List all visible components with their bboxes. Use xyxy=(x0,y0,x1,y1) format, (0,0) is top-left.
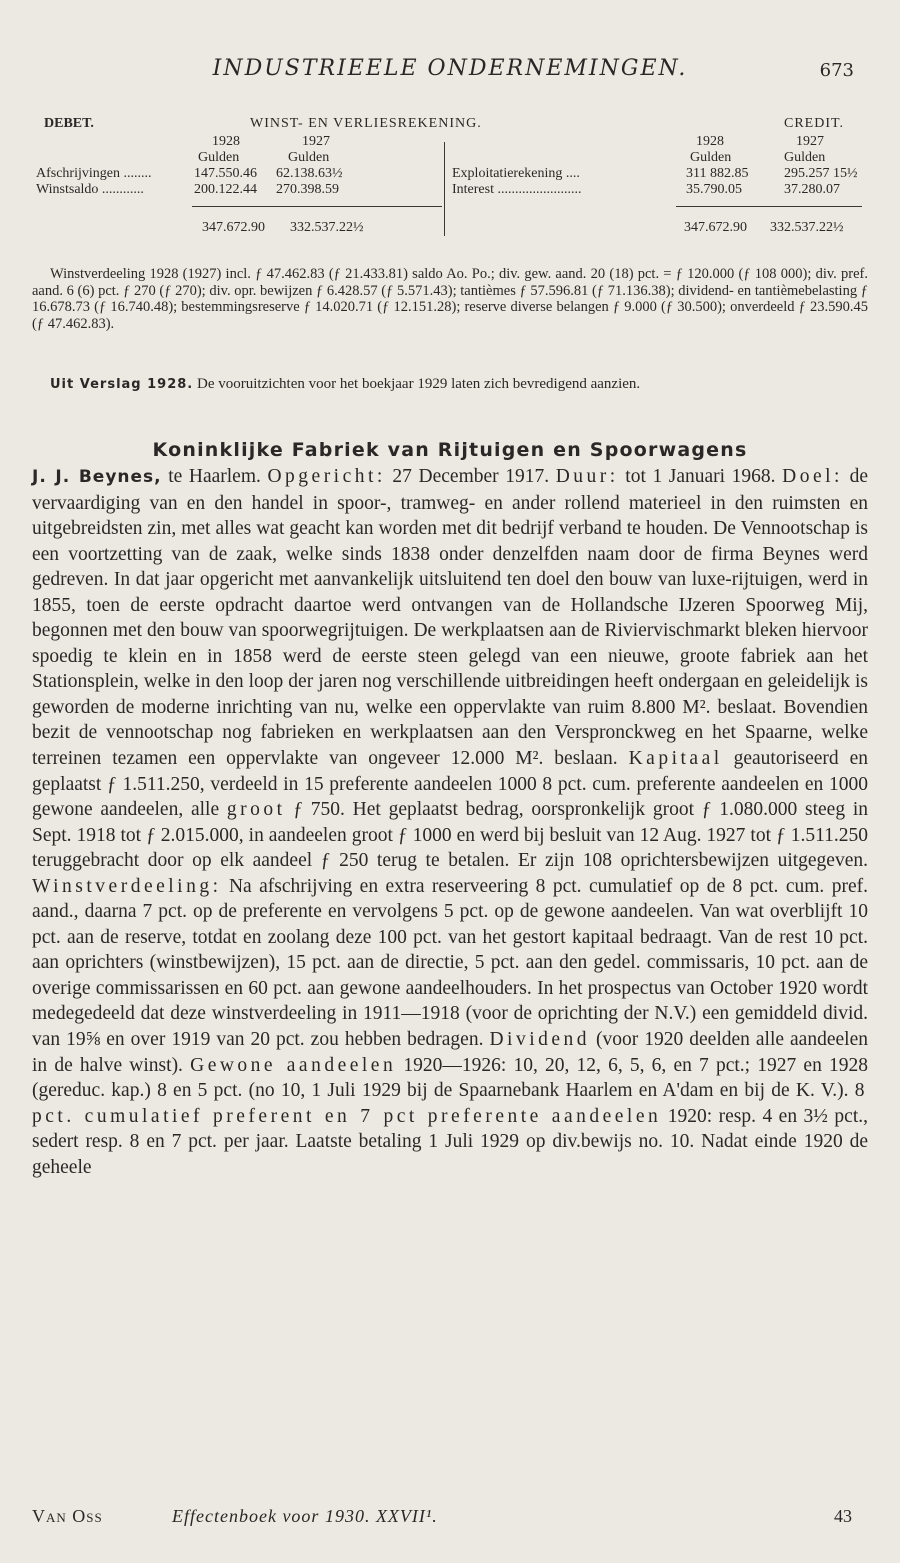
text-run: Na afschrijving en extra reserveering 8 pct. cumulatief op de 8 pct. cum. pref. aand., daarna 7 pct. op de preferente en vervolgens 5 pct. op de gewone aandeelen. Van wat overblijft 10 pct. aan de reserve, totdat en zoolang deze 100 pct. van het gestort kapitaal bedraagt. Van de rest 10 pct. aan oprichters (winstbewijzen), 15 pct. aan de directie, 5 pct. aan den gedel. commissaris, 10 pct. aan de overige commissarissen en 60 pct. aan gewone aandeelhouders. In het prospectus van October 1920 wordt medegedeeld dat deze winstverdeeling in 1911—1918 (voor de oprichting der N.V.) een gemiddeld divid. van 19⅝ en over 1919 van 20 pct. zou hebben bedragen. xyxy=(32,875,868,1051)
company-description xyxy=(32,464,868,1180)
keyword-winstverdeeling: Winstverdeeling: xyxy=(32,875,222,897)
running-title: INDUSTRIEELE ONDERNEMINGEN. xyxy=(212,56,688,81)
debit-value-1928: 147.550.46 xyxy=(194,166,257,181)
credit-item-label: Interest ........................ xyxy=(452,182,582,197)
total-rule xyxy=(676,206,862,207)
unit-header: Gulden xyxy=(198,150,240,165)
ledger-divider xyxy=(444,142,445,236)
firm-name: J. J. Beynes, xyxy=(32,467,162,487)
keyword-dividend: Dividend xyxy=(489,1029,591,1051)
year-header: 1927 xyxy=(302,134,330,149)
keyword-opgericht: Opgericht: xyxy=(267,466,386,487)
text-run: te Haarlem. xyxy=(161,466,268,487)
ledger-totals xyxy=(36,220,866,236)
unit-header: Gulden xyxy=(690,150,732,165)
debit-value-1927: 270.398.59 xyxy=(276,182,339,197)
text-run: ƒ 750. Het geplaatst bedrag, oorspronkelijk groot ƒ 1.080.000 steeg in Sept. 1918 tot ƒ 2.015.000, in aandeelen groot ƒ 1000 en werd bij besluit van 12 Aug. 1927 tot ƒ 1.511.250 teruggebracht door op elk aandeel ƒ 250 terug te betalen. Er zijn 108 oprichtersbewijzen uitgegeven. xyxy=(32,799,868,872)
credit-total-1927: 332.537.22½ xyxy=(770,220,844,235)
credit-total-1928: 347.672.90 xyxy=(684,220,747,235)
page-number: 673 xyxy=(819,60,854,81)
text-run: geautoriseerd en geplaatst ƒ 1.511.250, verdeeld in 15 preferente aandeelen 1000 8 pct. cum. preferente aandeelen en 1000 gewone aandeelen, alle xyxy=(32,748,869,821)
keyword-doel: Doel: xyxy=(782,466,843,487)
publisher-name: Van Oss xyxy=(32,1506,103,1526)
ledger-row xyxy=(36,166,866,182)
credit-value-1928: 35.790.05 xyxy=(686,182,742,197)
credit-label: CREDIT. xyxy=(783,116,844,131)
unit-header: Gulden xyxy=(288,150,330,165)
annual-report-note xyxy=(32,376,868,393)
debit-total-1928: 347.672.90 xyxy=(202,220,265,235)
report-label: Uit Verslag 1928. xyxy=(50,377,194,392)
text-run: 1920: resp. 4 en 3½ pct., sedert resp. 8 en 7 pct. per jaar. Laatste betaling 1 Juli 1929 op div.bewijs no. 10. Nadat einde 1920 de geheele xyxy=(32,1105,868,1178)
debit-value-1928: 200.122.44 xyxy=(194,182,257,197)
book-title: Effectenboek voor 1930. XXVII¹. xyxy=(172,1506,438,1526)
text-run: 1920—1926: 10, 20, 12, 6, 5, 6, en 7 pct.; 1927 en 1928 (gereduc. kap.) 8 en 5 pct. (no 10, 1 Juli 1929 bij de Spaarnebank Haarlem en A'dam en bij de K. V.). xyxy=(32,1054,868,1102)
total-rule xyxy=(192,206,442,207)
sheet-number: 43 xyxy=(834,1506,852,1526)
debit-item-label: Winstsaldo ............ xyxy=(36,182,144,197)
text-run: de vervaardiging van en den handel in spoor-, tramweg- en ander rollend materieel in den ruimsten en uitgebreidsten zin, met alles wat geacht kan worden met dit bedrijf verband te houden. De Vennootschap is een voortzetting van de zaak, welke sinds 1838 onder denzelfden naam door de firma Beynes werd gedreven. In dat jaar opgericht met aanvankelijk uitsluitend ten doel den bouw van luxe-rijtuigen, werd in 1855, toen de eerste opdracht daartoe werd ontvangen van de Hollandsche IJzeren Spoorweg Mij, begonnen met den bouw van spoorwegrijtuigen. De werkplaatsen aan de Riviervischmarkt bleken hiervoor spoedig te klein en in 1858 werd de eerste steen gelegd van een nieuwe, groote fabriek aan het Stationsplein, welke in den loop der jaren nog verschillende uitbreidingen heeft ondergaan en geleidelijk is geworden de moderne inrichting van nu, welke een oppervlakte van ruim 8.800 M². beslaat. Bovendien bezit de vennootschap nog fabrieken en werkplaatsen aan den Verspronckweg en het Spaarne, welke terreinen tezamen een oppervlakte van ongeveer 12.000 M². beslaan. xyxy=(32,466,868,770)
keyword-gewone-aandeelen: Gewone aandeelen xyxy=(190,1054,397,1076)
debet-label: DEBET. xyxy=(44,116,94,131)
year-header: 1927 xyxy=(796,134,824,149)
unit-header: Gulden xyxy=(784,150,826,165)
year-header: 1928 xyxy=(696,134,724,149)
account-title: WINST- EN VERLIESREKENING. xyxy=(250,116,482,131)
keyword-groot: groot xyxy=(226,799,286,821)
year-header: 1928 xyxy=(212,134,240,149)
keyword-duur: Duur: xyxy=(555,466,619,487)
ledger-row xyxy=(36,182,866,198)
report-text: De vooruitzichten voor het boekjaar 1929 laten zich bevredigend aanzien. xyxy=(197,376,641,392)
debit-total-1927: 332.537.22½ xyxy=(290,220,364,235)
credit-value-1928: 311 882.85 xyxy=(686,166,749,181)
text-run: tot 1 Januari 1968. xyxy=(618,466,783,487)
profit-loss-account xyxy=(36,116,866,236)
credit-value-1927: 37.280.07 xyxy=(784,182,840,197)
profit-distribution-text: Winstverdeeling 1928 (1927) incl. ƒ 47.462.83 (ƒ 21.433.81) saldo Ao. Po.; div. gew. aand. 20 (18) pct. = ƒ 120.000 (ƒ 108 000); div. pref. aand. 6 (6) pct. ƒ 270 (ƒ 270); div. opr. bewijzen ƒ 6.428.57 (ƒ 5.571.43); tantièmes ƒ 57.596.81 (ƒ 71.136.38); dividend- en tantièmebelasting ƒ 16.678.73 (ƒ 16.740.48); bestemmingsreserve ƒ 14.020.71 (ƒ 12.151.28); reserve diverse belangen ƒ 9.000 (ƒ 30.500); onverdeeld ƒ 23.590.45 (ƒ 47.462.83). xyxy=(32,266,868,332)
credit-value-1927: 295.257 15½ xyxy=(784,166,858,181)
page-footer xyxy=(32,1506,868,1532)
text-run: (voor 1920 deelden alle aandeelen in de halve winst). xyxy=(32,1029,868,1076)
company-heading: Koninklijke Fabriek van Rijtuigen en Spoorwagens xyxy=(152,439,748,461)
debit-item-label: Afschrijvingen ........ xyxy=(36,166,152,181)
debit-value-1927: 62.138.63½ xyxy=(276,166,343,181)
credit-item-label: Exploitatierekening .... xyxy=(452,166,580,181)
keyword-preferente-aandeelen: 8 pct. cumulatief preferent en 7 pct preferente aandeelen xyxy=(32,1080,868,1127)
keyword-kapitaal: Kapitaal xyxy=(628,748,723,770)
running-head xyxy=(0,56,900,86)
text-run: 27 December 1917. xyxy=(385,466,556,487)
